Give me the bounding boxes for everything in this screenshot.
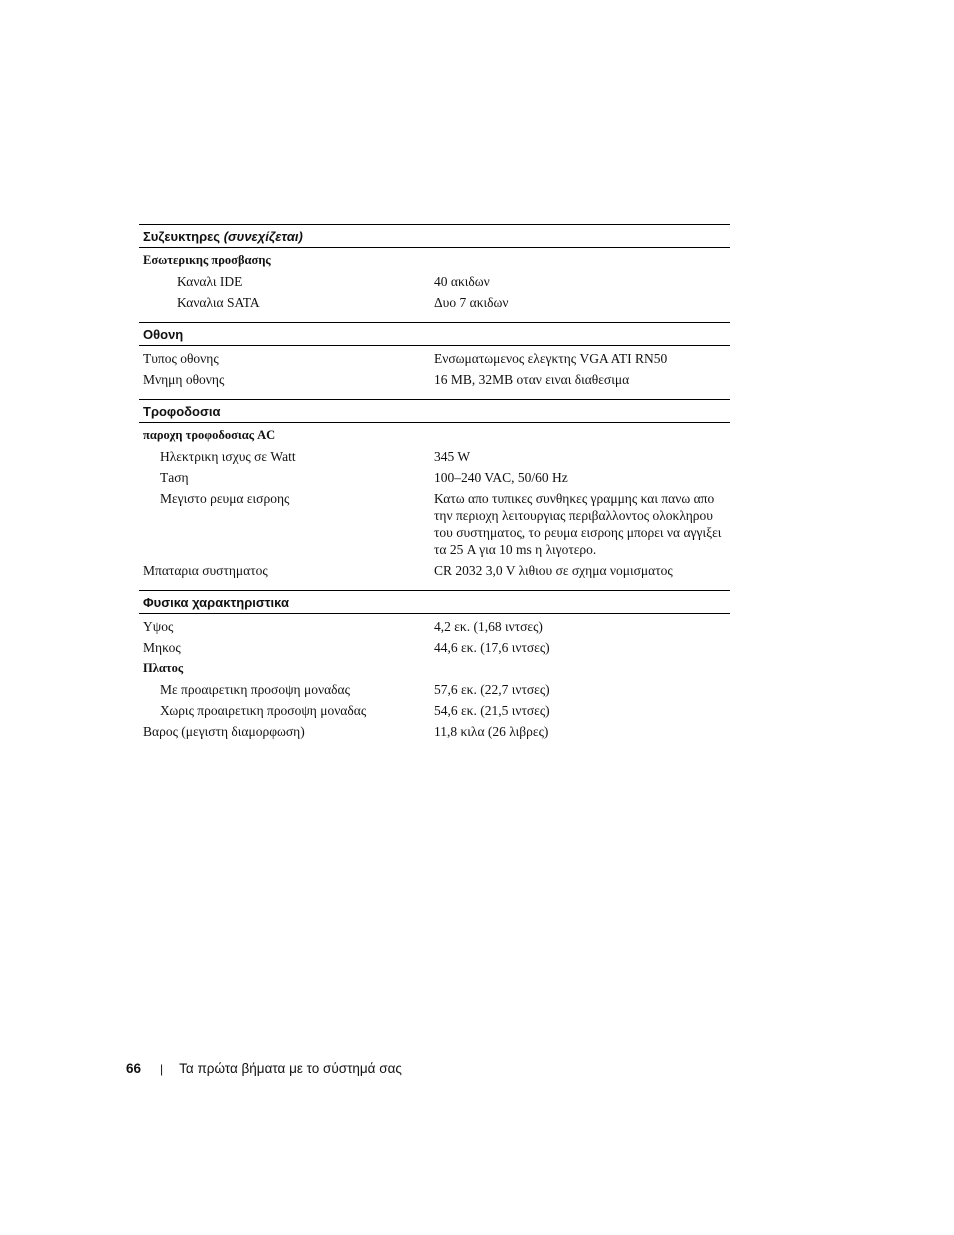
spec-row: [139, 346, 730, 367]
spec-value: 57,6 εκ. (22,7 ιντσες): [434, 682, 550, 697]
spec-row: [139, 248, 730, 269]
spec-value: CR 2032 3,0 V λιθιου σε σχημα νομισματος: [434, 563, 673, 578]
spec-value: 345 W: [434, 449, 471, 464]
spec-label: Με προαιρετικη προσοψη μοναδας: [160, 682, 350, 697]
spec-value: Κατω απο τυπικες συνθηκες γραμμης και πανω απο την περιοχη λειτουργιας περιβαλλοντος ολοκληρου του συστηματος, το ρευμα εισροης μπορει να αγγιξει τα 25 A για 10 ms η λιγοτερο.: [434, 491, 722, 557]
spec-value: 16 MB, 32MB οταν ειναι διαθεσιμα: [434, 372, 630, 387]
spec-label: Πλατος: [143, 661, 184, 675]
spec-value: [434, 427, 730, 444]
spec-row: [139, 635, 730, 656]
footer-separator: |: [160, 1061, 164, 1076]
spec-label: Μνημη οθονης: [143, 372, 225, 387]
page-number: 66: [126, 1061, 142, 1076]
spec-row: [139, 465, 730, 486]
spec-value: [434, 660, 730, 677]
section-header: Οθονη: [139, 322, 730, 346]
section-header: Τροφοδοσια: [139, 399, 730, 423]
spec-value: 44,6 εκ. (17,6 ιντσες): [434, 640, 550, 655]
section-header: Φυσικα χαρακτηριστικα: [139, 590, 730, 614]
page-footer: [126, 1061, 402, 1076]
spec-label: Εσωτερικης προσβασης: [143, 253, 271, 267]
spec-value: 54,6 εκ. (21,5 ιντσες): [434, 703, 550, 718]
section-connectors: [139, 224, 730, 322]
spec-row: [139, 614, 730, 635]
spec-label: Ηλεκτρικη ισχυς σε Watt: [160, 449, 296, 464]
spec-row: [139, 444, 730, 465]
spec-label: Καναλι IDE: [177, 274, 243, 289]
section-power: [139, 399, 730, 590]
spec-row: [139, 290, 730, 322]
section-physical: [139, 590, 730, 740]
spec-value: 40 ακιδων: [434, 274, 490, 289]
spec-row: [139, 367, 730, 399]
spec-value: Ενσωματωμενος ελεγκτης VGA ATI RN50: [434, 351, 668, 366]
spec-label: Μεγιστο ρευμα εισροης: [160, 491, 290, 506]
section-display: [139, 322, 730, 399]
spec-row: [139, 269, 730, 290]
spec-label: Μπαταρια συστηματος: [143, 563, 268, 578]
spec-value: 100–240 VAC, 50/60 Hz: [434, 470, 568, 485]
spec-label: Τυπος οθονης: [143, 351, 219, 366]
spec-label: Χωρις προαιρετικη προσοψη μοναδας: [160, 703, 367, 718]
spec-label: Βαρος (μεγιστη διαμορφωση): [143, 724, 305, 739]
spec-row: [139, 558, 730, 590]
section-header: Συζευκτηρες (συνεχίζεται): [139, 224, 730, 248]
spec-label: Τaση: [160, 470, 189, 485]
spec-label: Μηκος: [143, 640, 181, 655]
spec-table: [139, 224, 730, 740]
spec-row: [139, 698, 730, 719]
spec-label: παροχη τροφοδοσιας AC: [143, 428, 276, 442]
footer-title: Τα πρώτα βήματα με το σύστημά σας: [179, 1061, 402, 1076]
spec-row: [139, 486, 730, 558]
spec-row: [139, 423, 730, 444]
spec-row: [139, 677, 730, 698]
spec-row: [139, 656, 730, 677]
spec-value: [434, 252, 730, 269]
spec-value: Δυο 7 ακιδων: [434, 295, 509, 310]
spec-row: [139, 719, 730, 740]
spec-value: 4,2 εκ. (1,68 ιντσες): [434, 619, 543, 634]
spec-label: Υψος: [143, 619, 174, 634]
spec-value: 11,8 κιλα (26 λιβρες): [434, 724, 549, 739]
spec-label: Καναλια SATA: [177, 295, 260, 310]
